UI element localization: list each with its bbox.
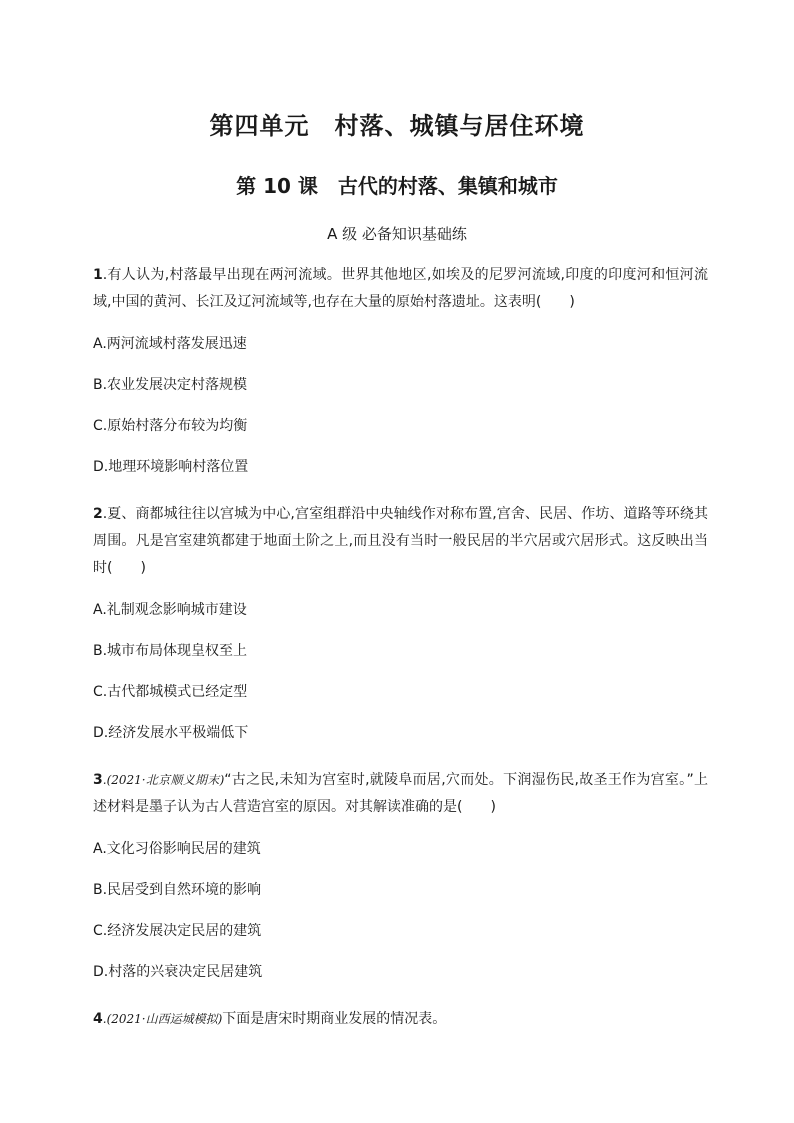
option-d[interactable]: D.村落的兴衰决定民居建筑 bbox=[93, 964, 263, 980]
option-b[interactable]: B.城市布局体现皇权至上 bbox=[93, 643, 248, 659]
question-stem bbox=[93, 262, 708, 316]
question-source: .(2021·北京顺义期末) bbox=[102, 773, 225, 787]
question-number: 2 bbox=[93, 506, 103, 522]
option-a[interactable]: A.两河流域村落发展迅速 bbox=[93, 336, 247, 352]
option-b[interactable]: B.民居受到自然环境的影响 bbox=[93, 882, 262, 898]
question-list bbox=[93, 262, 708, 1048]
option-d[interactable]: D.地理环境影响村落位置 bbox=[93, 459, 249, 475]
question-stem bbox=[93, 501, 708, 582]
question-1 bbox=[93, 262, 708, 480]
level-title: A 级 必备知识基础练 bbox=[327, 225, 467, 243]
question-text: “古之民,未知为宫室时,就陵阜而居,穴而处。下润湿伤民,故圣王作为宫室。”上述材料是墨子认为古人营造宫室的原因。对其解读准确的是( ) bbox=[93, 772, 708, 815]
question-4 bbox=[93, 1006, 708, 1033]
question-stem bbox=[93, 1006, 708, 1033]
question-text: .夏、商都城往往以宫城为中心,宫室组群沿中央轴线作对称布置,宫舍、民居、作坊、道路等环绕其周围。凡是宫室建筑都建于地面土阶之上,而且没有当时一般民居的半穴居或穴居形式。这反映出当时( ) bbox=[93, 506, 708, 576]
question-number: 4 bbox=[93, 1011, 103, 1027]
question-number: 1 bbox=[93, 267, 103, 283]
option-c[interactable]: C.经济发展决定民居的建筑 bbox=[93, 923, 262, 939]
question-stem bbox=[93, 767, 708, 821]
question-text: .有人认为,村落最早出现在两河流域。世界其他地区,如埃及的尼罗河流域,印度的印度河和恒河流域,中国的黄河、长江及辽河流域等,也存在大量的原始村落遗址。这表明( ) bbox=[93, 267, 708, 310]
question-source: .(2021·山西运城模拟) bbox=[102, 1012, 223, 1026]
option-d[interactable]: D.经济发展水平极端低下 bbox=[93, 725, 249, 741]
option-c[interactable]: C.原始村落分布较为均衡 bbox=[93, 418, 248, 434]
question-2 bbox=[93, 501, 708, 746]
option-a[interactable]: A.文化习俗影响民居的建筑 bbox=[93, 841, 261, 857]
option-a[interactable]: A.礼制观念影响城市建设 bbox=[93, 602, 247, 618]
question-3 bbox=[93, 767, 708, 985]
option-b[interactable]: B.农业发展决定村落规模 bbox=[93, 377, 248, 393]
option-c[interactable]: C.古代都城模式已经定型 bbox=[93, 684, 248, 700]
question-number: 3 bbox=[93, 772, 103, 788]
unit-title: 第四单元 村落、城镇与居住环境 bbox=[209, 112, 585, 140]
lesson-title: 第 10 课 古代的村落、集镇和城市 bbox=[236, 174, 558, 198]
question-text: 下面是唐宋时期商业发展的情况表。 bbox=[222, 1011, 447, 1027]
